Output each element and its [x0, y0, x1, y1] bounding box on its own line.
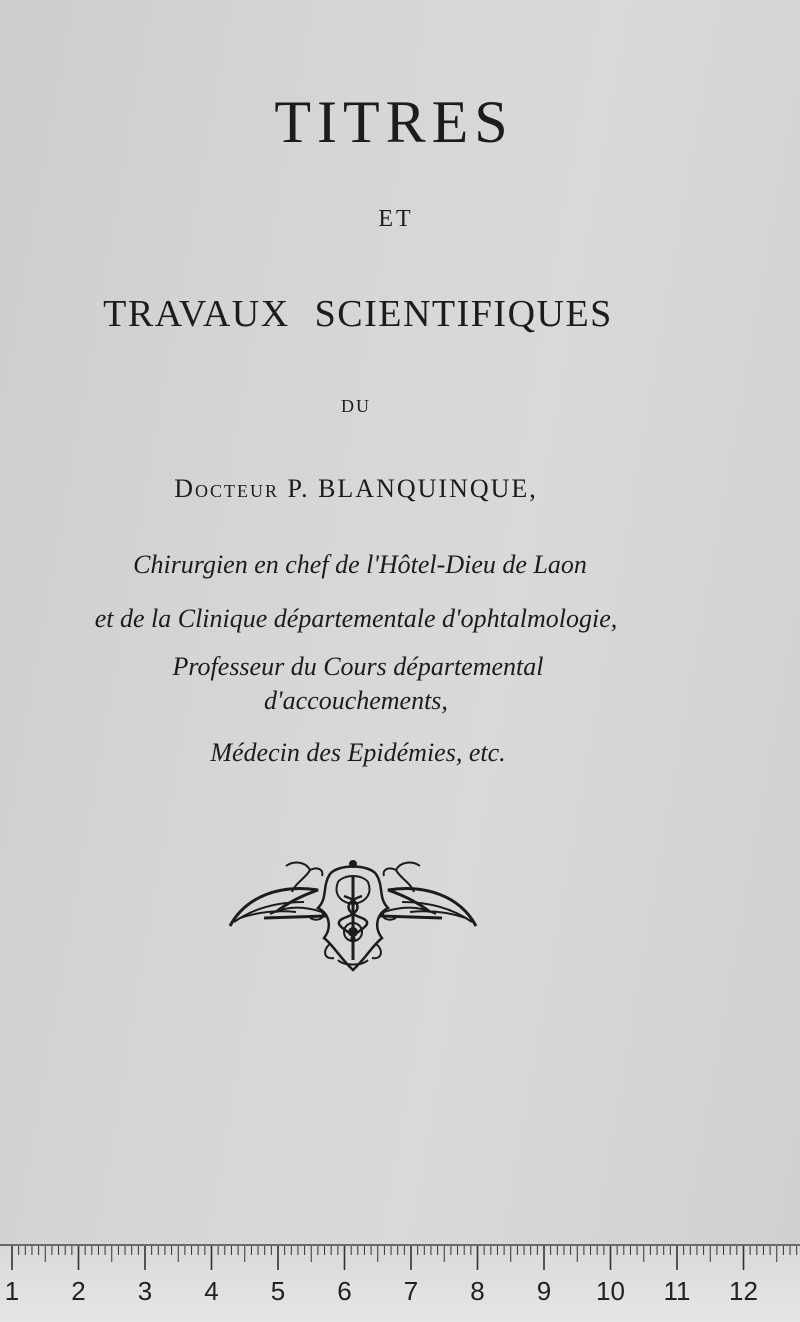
ruler-number: 9	[536, 1276, 552, 1306]
author-title-line: Chirurgien en chef de l'Hôtel-Dieu de Laon	[133, 550, 587, 579]
ruler-number: 5	[270, 1276, 286, 1306]
document-title: TITRES	[274, 89, 514, 155]
ruler-number: 11	[663, 1276, 691, 1306]
ruler-number: 1	[4, 1276, 20, 1306]
author-title-line: Médecin des Epidémies, etc.	[210, 738, 506, 767]
author-title-line: d'accouchements,	[264, 686, 448, 715]
author-name: P. BLANQUINQUE,	[287, 474, 538, 503]
ruler-number: 4	[204, 1276, 219, 1306]
ruler-number: 10	[596, 1276, 625, 1306]
ruler-number: 7	[403, 1276, 419, 1306]
caduceus-vignette-icon	[226, 856, 480, 976]
ruler-number: 2	[71, 1276, 86, 1306]
document-subtitle: TRAVAUX SCIENTIFIQUES	[103, 293, 613, 335]
author-prefix: Docteur	[174, 474, 279, 503]
ruler-number: 6	[337, 1276, 352, 1306]
author-title-line: et de la Clinique départementale d'ophtalmologie,	[94, 604, 618, 633]
ruler-number: 12	[729, 1276, 758, 1306]
ruler-number: 3	[137, 1276, 153, 1306]
author-title-line: Professeur du Cours départemental	[172, 652, 544, 681]
ruler-number: 8	[470, 1276, 485, 1306]
author-line	[0, 474, 756, 504]
measuring-ruler	[0, 1244, 800, 1322]
title-conjunction: ET	[378, 206, 414, 232]
subtitle-preposition: DU	[341, 396, 371, 416]
